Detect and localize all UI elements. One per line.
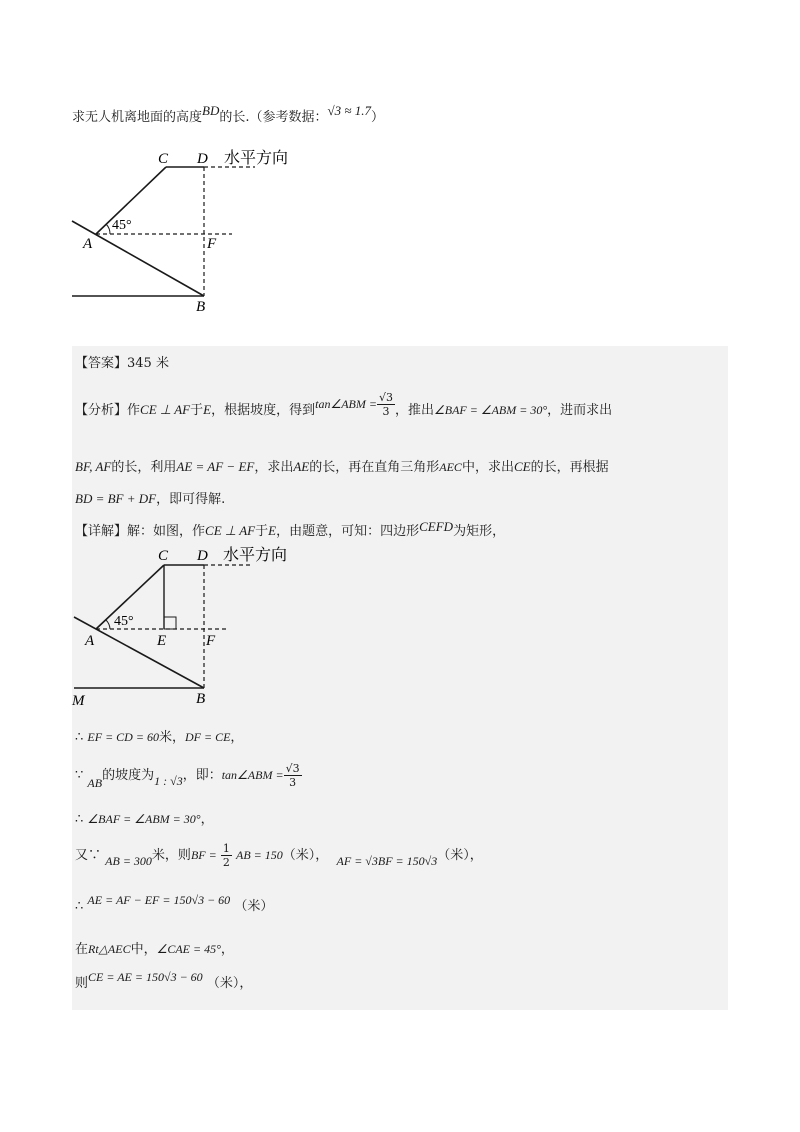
step-formula: tan∠ABM = xyxy=(221,768,284,782)
label-horizontal: 水平方向 xyxy=(224,150,289,167)
step-formula: AE = AF − EF = 150√3 − 60 xyxy=(87,893,231,907)
label-m: M xyxy=(72,693,85,709)
question-prefix: 求无人机离地面的高度 xyxy=(72,110,203,125)
step-symbol: ∵ xyxy=(75,768,84,783)
step-text: ， xyxy=(220,942,234,957)
step-text: ，即： xyxy=(182,768,222,783)
step-formula: AB xyxy=(87,776,103,790)
step-4 xyxy=(75,840,483,871)
step-text: ， xyxy=(200,812,214,827)
analysis-text: ，求出 xyxy=(254,460,294,475)
answer-line xyxy=(75,352,169,371)
figure-1 xyxy=(60,140,320,320)
analysis-text: ，即可得解. xyxy=(156,492,226,507)
analysis-formula: AE = AF − EF xyxy=(176,459,255,474)
question-suffix: ） xyxy=(371,110,385,125)
step-text: 则 xyxy=(75,976,89,991)
step-formula: CE = AE = 150√3 − 60 xyxy=(88,970,203,984)
analysis-text: 的长，再在直角三角形 xyxy=(309,460,440,475)
analysis-formula: BD = BF + DF xyxy=(75,491,157,506)
detail-text: ，由题意，可知：四边形 xyxy=(276,524,420,539)
question-line xyxy=(72,103,385,125)
answer-tag: 【答案】 xyxy=(75,356,128,371)
step-formula: EF = CD = 60 xyxy=(87,730,159,744)
step-formula: BF = xyxy=(190,848,217,862)
step-formula: Rt△AEC xyxy=(88,942,131,956)
step-text: 在 xyxy=(75,942,89,957)
step-symbol: ∴ xyxy=(75,812,84,827)
detail-formula: CE ⊥ AF xyxy=(205,523,256,538)
label-a: A xyxy=(85,633,95,649)
fraction xyxy=(284,763,302,788)
label-b: B xyxy=(196,691,206,707)
analysis-formula: ∠BAF = ∠ABM = 30° xyxy=(434,403,548,417)
angle-arc xyxy=(106,620,110,629)
step-text: （米）， xyxy=(206,976,253,991)
label-a: A xyxy=(83,236,93,252)
detail-text: 于 xyxy=(255,524,269,539)
analysis-formula: tan∠ABM = xyxy=(315,397,377,411)
detail-line-1 xyxy=(75,520,505,539)
step-3 xyxy=(75,808,214,827)
answer-value: 345 米 xyxy=(127,356,169,371)
analysis-formula: CE ⊥ AF xyxy=(140,402,191,417)
fraction-denominator: 2 xyxy=(222,856,230,869)
step-6 xyxy=(75,938,234,957)
label-angle: 45° xyxy=(112,218,132,233)
step-formula: ∠CAE = 45° xyxy=(156,942,221,956)
analysis-text: ，进而求出 xyxy=(547,403,613,418)
detail-text: 解：如图，作 xyxy=(127,524,206,539)
question-ref: √3 ≈ 1.7 xyxy=(327,103,372,118)
figure-2 xyxy=(66,540,306,712)
analysis-text: 作 xyxy=(127,403,141,418)
detail-formula: E xyxy=(268,523,277,538)
analysis-formula: BF, AF xyxy=(75,459,112,474)
step-text: 的坡度为 xyxy=(102,768,155,783)
step-formula: 1 : √3 xyxy=(154,774,183,788)
fraction-numerator: 1 xyxy=(222,842,230,855)
step-1 xyxy=(75,726,243,745)
step-text: （米）， xyxy=(437,848,483,863)
analysis-text: 的长，再根据 xyxy=(530,460,609,475)
detail-text: 为矩形， xyxy=(453,524,506,539)
fraction-denominator: 3 xyxy=(289,776,297,789)
analysis-line-1 xyxy=(75,391,613,425)
label-d: D xyxy=(197,548,208,564)
analysis-text: ，推出 xyxy=(394,403,434,418)
analysis-tag: 【分析】 xyxy=(75,403,128,418)
fraction-numerator: √3 xyxy=(378,391,393,404)
question-mid: 的长.（参考数据： xyxy=(219,110,328,125)
label-d: D xyxy=(197,151,208,167)
slope-line xyxy=(72,221,204,296)
detail-formula: CEFD xyxy=(419,519,454,534)
fraction xyxy=(221,843,232,868)
label-e: E xyxy=(157,633,167,649)
analysis-text: 于 xyxy=(190,403,204,418)
analysis-formula: AE xyxy=(293,459,310,474)
step-symbol: ∴ xyxy=(75,730,84,745)
step-2 xyxy=(75,760,302,791)
step-7 xyxy=(75,972,252,991)
analysis-text: ，根据坡度，得到 xyxy=(211,403,316,418)
step-5 xyxy=(75,895,273,914)
slope-line xyxy=(74,617,204,688)
fraction-denominator: 3 xyxy=(382,405,390,418)
step-symbol: 又∵ xyxy=(75,848,102,863)
step-formula: ∠BAF = ∠ABM = 30° xyxy=(87,812,201,826)
step-text: ， xyxy=(230,730,244,745)
analysis-text: 的长，利用 xyxy=(111,460,177,475)
step-formula: AB = 150 xyxy=(235,848,283,862)
fraction xyxy=(377,392,395,417)
question-var: BD xyxy=(202,103,220,118)
step-formula: DF = CE xyxy=(184,730,231,744)
analysis-line-2 xyxy=(75,456,609,475)
step-symbol: ∴ xyxy=(75,899,84,914)
label-f: F xyxy=(206,633,216,649)
label-b: B xyxy=(196,299,206,315)
label-c: C xyxy=(158,548,169,564)
angle-arc xyxy=(106,224,110,234)
label-f: F xyxy=(207,236,217,252)
fraction-numerator: √3 xyxy=(285,762,300,775)
label-c: C xyxy=(158,151,169,167)
analysis-text: 中，求出 xyxy=(461,460,514,475)
step-text: 中， xyxy=(130,942,157,957)
label-angle: 45° xyxy=(114,614,134,629)
step-text: 米， xyxy=(158,730,185,745)
step-text: 米，则 xyxy=(151,848,191,863)
step-text: （米）， xyxy=(282,848,329,863)
detail-tag: 【详解】 xyxy=(75,524,128,539)
analysis-formula: E xyxy=(203,402,212,417)
right-angle-mark xyxy=(164,617,176,629)
step-formula: AF = √3BF = 150√3 xyxy=(336,854,438,868)
step-text: （米） xyxy=(234,899,274,914)
step-formula: AB = 300 xyxy=(105,854,152,868)
analysis-line-3 xyxy=(75,488,225,507)
analysis-formula: AEC xyxy=(439,460,462,474)
analysis-formula: CE xyxy=(513,459,531,474)
label-horizontal: 水平方向 xyxy=(223,547,288,564)
